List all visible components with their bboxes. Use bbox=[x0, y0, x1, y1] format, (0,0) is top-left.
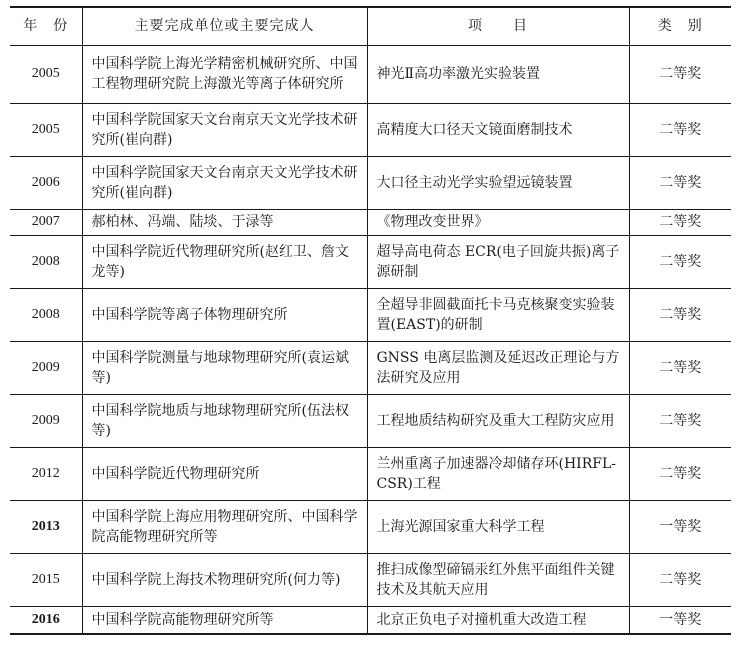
year-cell: 2013 bbox=[10, 500, 82, 553]
table-header-row bbox=[10, 7, 731, 45]
award-type-cell: 二等奖 bbox=[629, 209, 731, 235]
project-cell: 超导高电荷态 ECR(电子回旋共振)离子源研制 bbox=[367, 235, 629, 288]
project-cell: 推扫成像型碲镉汞红外焦平面组件关键技术及其航天应用 bbox=[367, 553, 629, 606]
unit-cell: 中国科学院近代物理研究所 bbox=[82, 447, 367, 500]
header-unit: 主要完成单位或主要完成人 bbox=[82, 7, 367, 45]
unit-cell: 中国科学院上海技术物理研究所(何力等) bbox=[82, 553, 367, 606]
project-cell: 工程地质结构研究及重大工程防灾应用 bbox=[367, 394, 629, 447]
project-cell: 上海光源国家重大科学工程 bbox=[367, 500, 629, 553]
year-cell: 2008 bbox=[10, 235, 82, 288]
table-body bbox=[10, 45, 731, 634]
year-cell: 2009 bbox=[10, 394, 82, 447]
award-type-cell: 二等奖 bbox=[629, 553, 731, 606]
award-type-cell: 二等奖 bbox=[629, 341, 731, 394]
table-row bbox=[10, 288, 731, 341]
year-cell: 2015 bbox=[10, 553, 82, 606]
table-row bbox=[10, 500, 731, 553]
award-type-cell: 一等奖 bbox=[629, 606, 731, 634]
year-cell: 2007 bbox=[10, 209, 82, 235]
table-row bbox=[10, 394, 731, 447]
project-cell: 北京正负电子对撞机重大改造工程 bbox=[367, 606, 629, 634]
project-cell: GNSS 电离层监测及延迟改正理论与方法研究及应用 bbox=[367, 341, 629, 394]
award-type-cell: 二等奖 bbox=[629, 45, 731, 103]
year-cell: 2009 bbox=[10, 341, 82, 394]
project-cell: 《物理改变世界》 bbox=[367, 209, 629, 235]
year-cell: 2012 bbox=[10, 447, 82, 500]
table-row bbox=[10, 447, 731, 500]
award-type-cell: 二等奖 bbox=[629, 235, 731, 288]
unit-cell: 中国科学院上海光学精密机械研究所、中国工程物理研究院上海激光等离子体研究所 bbox=[82, 45, 367, 103]
header-project: 项 目 bbox=[367, 7, 629, 45]
project-cell: 兰州重离子加速器冷却储存环(HIRFL-CSR)工程 bbox=[367, 447, 629, 500]
award-type-cell: 二等奖 bbox=[629, 103, 731, 156]
table-row bbox=[10, 341, 731, 394]
unit-cell: 中国科学院国家天文台南京天文光学技术研究所(崔向群) bbox=[82, 103, 367, 156]
project-cell: 高精度大口径天文镜面磨制技术 bbox=[367, 103, 629, 156]
project-cell: 全超导非圆截面托卡马克核聚变实验装置(EAST)的研制 bbox=[367, 288, 629, 341]
unit-cell: 中国科学院高能物理研究所等 bbox=[82, 606, 367, 634]
year-cell: 2006 bbox=[10, 156, 82, 209]
award-type-cell: 二等奖 bbox=[629, 394, 731, 447]
unit-cell: 中国科学院地质与地球物理研究所(伍法权等) bbox=[82, 394, 367, 447]
award-type-cell: 一等奖 bbox=[629, 500, 731, 553]
awards-table bbox=[10, 6, 731, 635]
table-row bbox=[10, 553, 731, 606]
year-cell: 2016 bbox=[10, 606, 82, 634]
unit-cell: 中国科学院国家天文台南京天文光学技术研究所(崔向群) bbox=[82, 156, 367, 209]
unit-cell: 中国科学院近代物理研究所(赵红卫、詹文龙等) bbox=[82, 235, 367, 288]
table-row bbox=[10, 45, 731, 103]
award-type-cell: 二等奖 bbox=[629, 447, 731, 500]
project-cell: 神光Ⅱ高功率激光实验装置 bbox=[367, 45, 629, 103]
project-cell: 大口径主动光学实验望远镜装置 bbox=[367, 156, 629, 209]
year-cell: 2008 bbox=[10, 288, 82, 341]
header-year: 年 份 bbox=[10, 7, 82, 45]
unit-cell: 中国科学院上海应用物理研究所、中国科学院高能物理研究所等 bbox=[82, 500, 367, 553]
table-row bbox=[10, 103, 731, 156]
unit-cell: 中国科学院等离子体物理研究所 bbox=[82, 288, 367, 341]
table-row bbox=[10, 235, 731, 288]
header-type: 类 别 bbox=[629, 7, 731, 45]
table-row bbox=[10, 156, 731, 209]
award-type-cell: 二等奖 bbox=[629, 288, 731, 341]
unit-cell: 郝柏林、冯端、陆埮、于渌等 bbox=[82, 209, 367, 235]
table-row bbox=[10, 209, 731, 235]
award-type-cell: 二等奖 bbox=[629, 156, 731, 209]
table-row bbox=[10, 606, 731, 634]
year-cell: 2005 bbox=[10, 103, 82, 156]
year-cell: 2005 bbox=[10, 45, 82, 103]
unit-cell: 中国科学院测量与地球物理研究所(袁运斌等) bbox=[82, 341, 367, 394]
